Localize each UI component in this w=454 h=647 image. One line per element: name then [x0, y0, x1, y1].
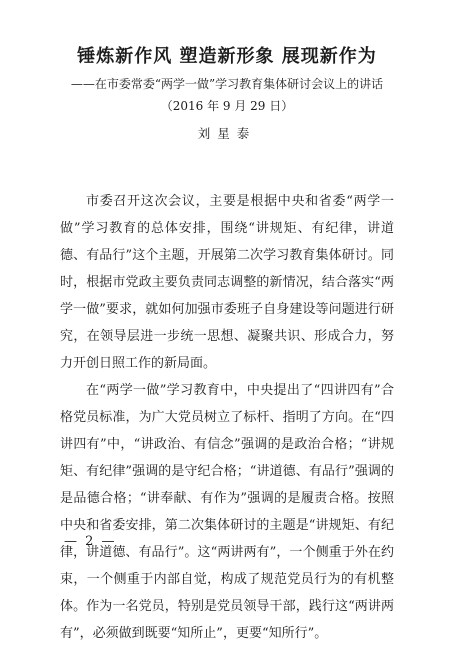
document-author: 刘星泰	[197, 126, 257, 141]
document-title: 锤炼新作风 塑造新形象 展现新作为	[77, 46, 377, 67]
page-number: — 2 —	[64, 534, 117, 549]
body-paragraph: 在“两学一做”学习教育中，中央提出了“四讲四有”合格党员标准，为广大党员树立了标杆、指明了方向。在“四讲四有”中，“讲政治、有信念”强调的是政治合格；“讲规矩、有纪律”强调的是守纪合格；“讲道德、有品行”强调的是品德合格；“讲奉献、有作为”强调的是履责合格。按照中央和省委安排，第二次集体研讨的主题是“讲规矩、有纪律，讲道德、有品行”。这“两讲两有”，一个侧重于外在约束，一个侧重于内部自觉，构成了规范党员行为的有机整体。作为一名党员，特别是党员领导干部，践行这“两讲两有”，必须做到既要“知所止”，更要“知所行”。	[60, 383, 394, 641]
document-subtitle: ——在市委常委“两学一做”学习教育集体研讨会议上的讲话	[70, 77, 384, 91]
document-body	[60, 188, 394, 647]
document-date: （2016 年 9 月 29 日）	[160, 99, 294, 113]
body-paragraph: 市委召开这次会议，主要是根据中央和省委“两学一做”学习教育的总体安排，围绕“讲规矩、有纪律，讲道德、有品行”这个主题，开展第二次学习教育集体研讨。同时，根据市党政主要负责同志调整的新情况，结合落实“两学一做”要求，就如何加强市委班子自身建设等问题进行研究，在领导层进一步统一思想、凝聚共识、形成合力，努力开创日照工作的新局面。	[60, 194, 394, 371]
